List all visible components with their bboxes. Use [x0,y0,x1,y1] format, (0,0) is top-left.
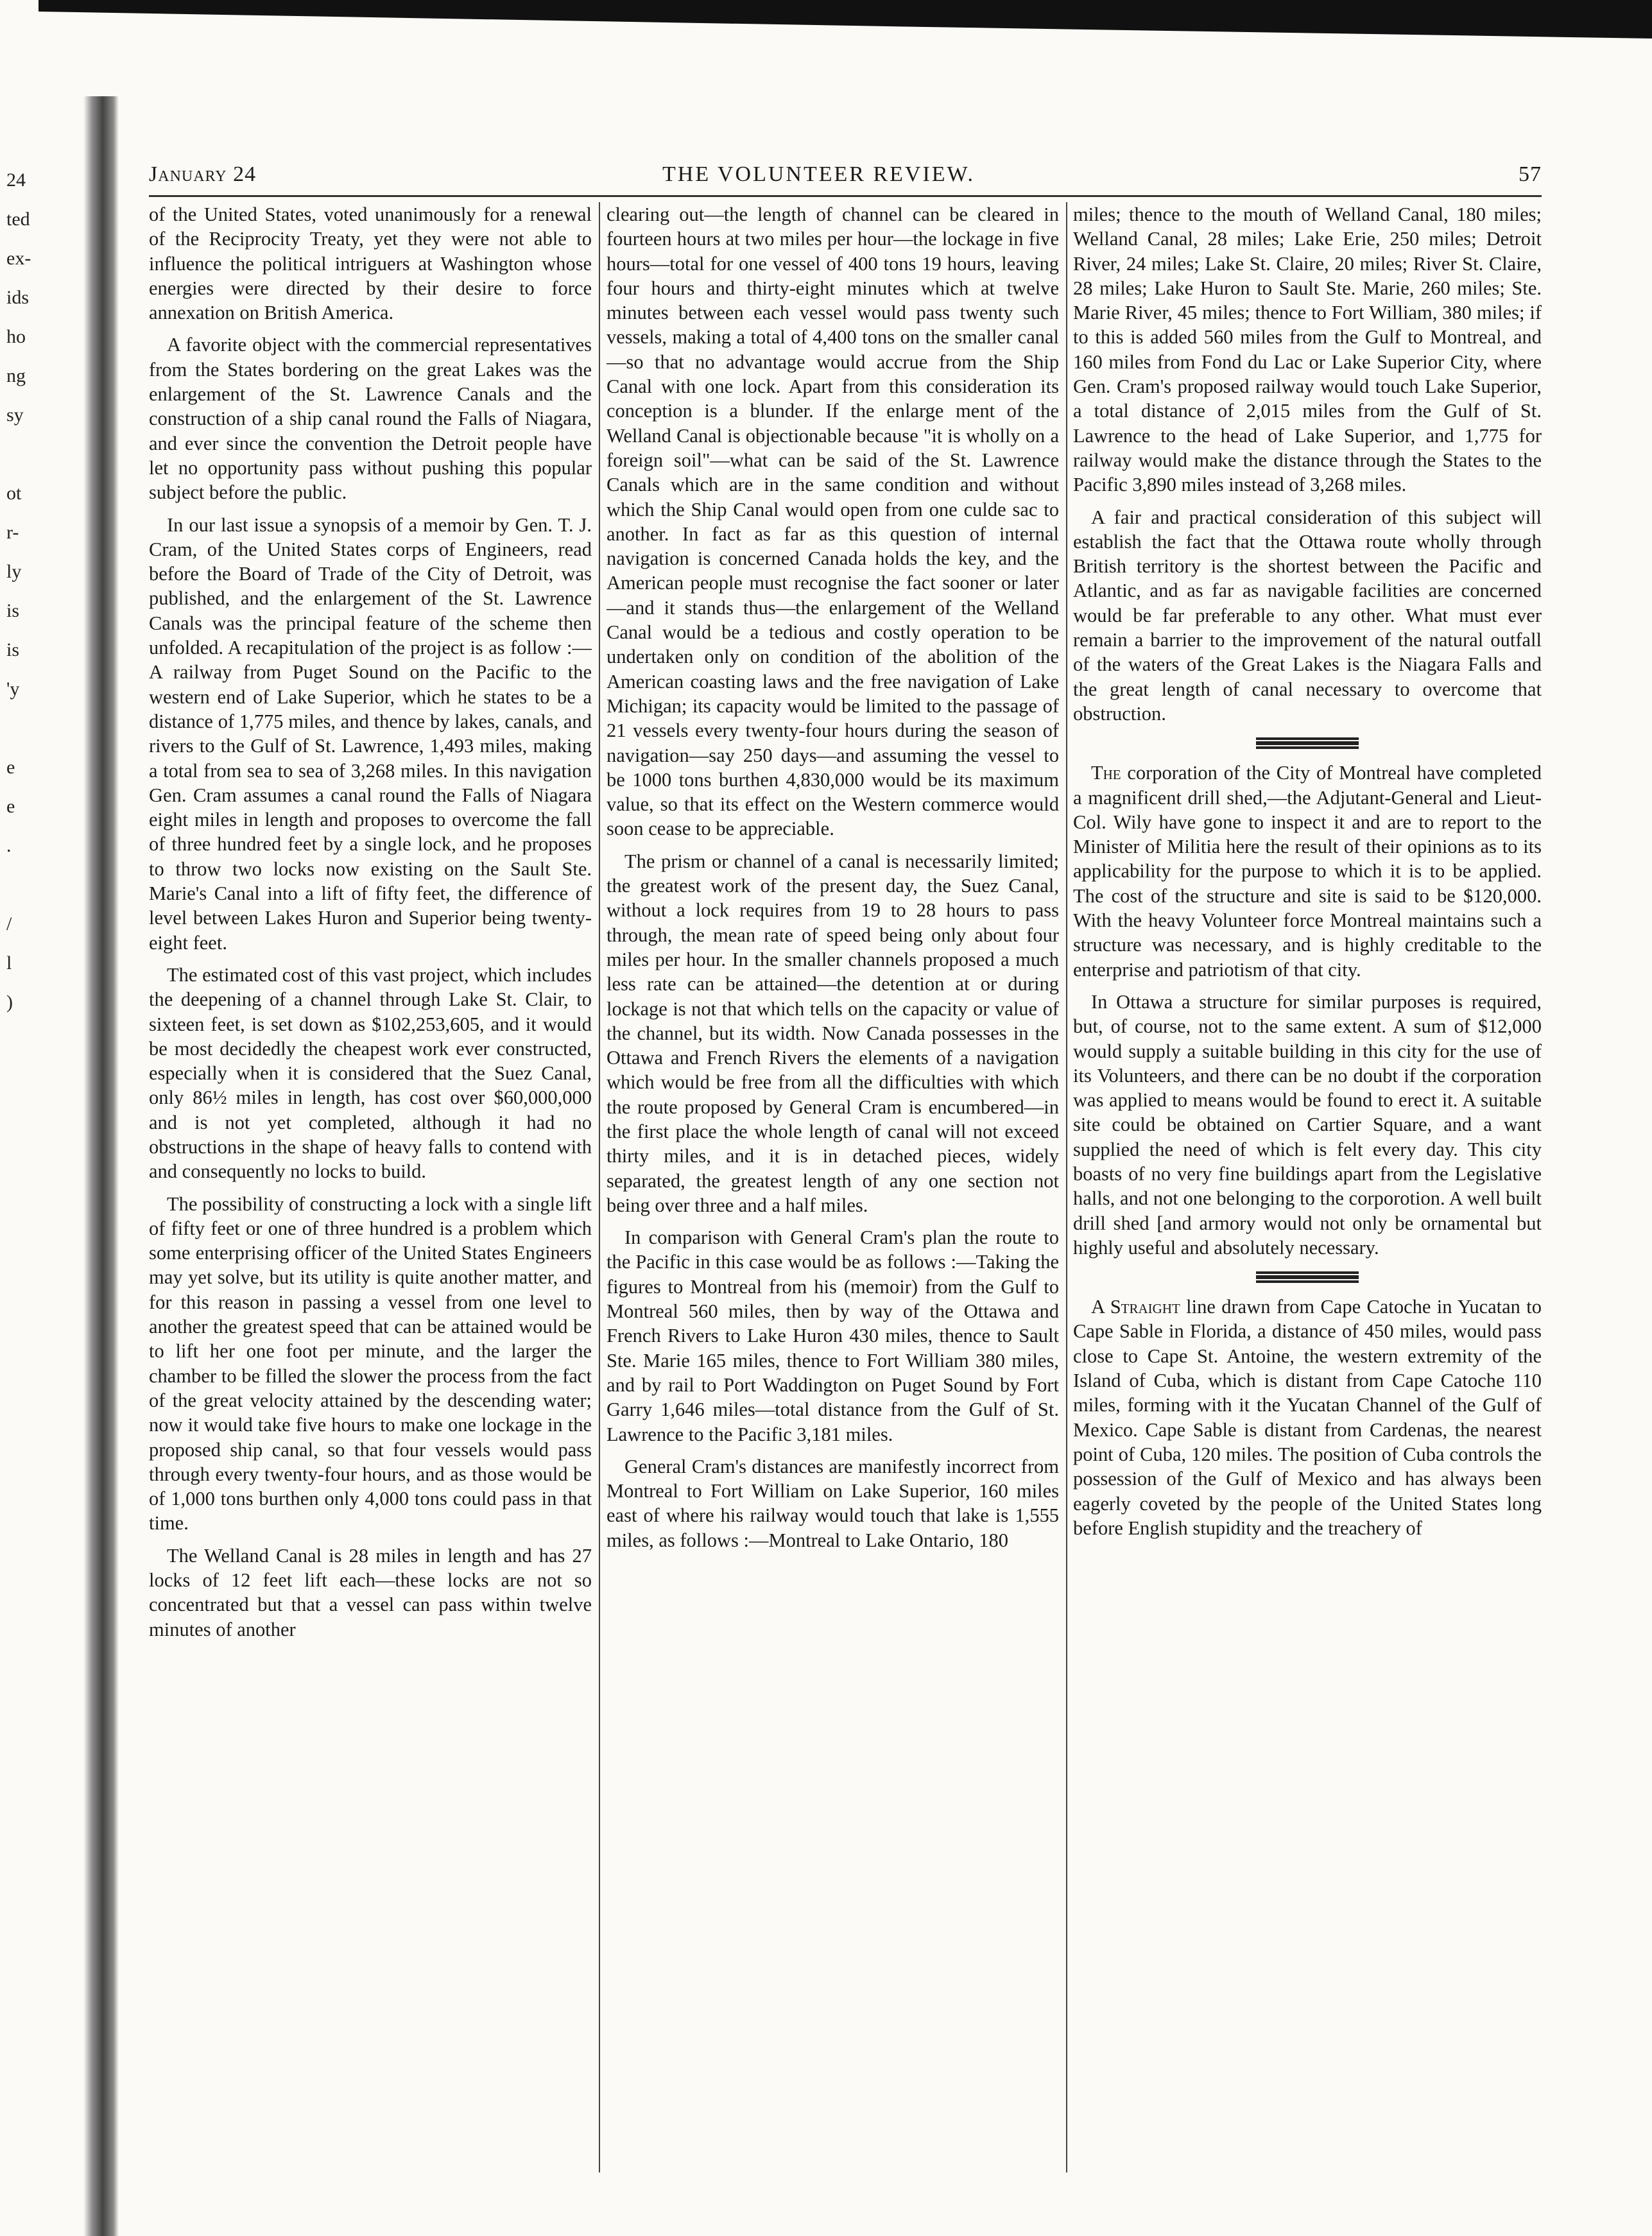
section-separator [1073,1268,1542,1287]
continued-paragraph: of the United States, voted unanimously for a renewal of the Reciprocity Treaty, yet they were not able to influence the political intriguers at Washington whose energies were directed by their desire to force annexation on British America. [149,203,592,324]
margin-fragment [6,709,58,748]
margin-fragment: r- [6,522,19,543]
margin-fragment: e [6,757,15,778]
margin-fragment: ly [6,561,22,582]
margin-fragment [6,434,58,474]
margin-fragment: 'y [6,678,20,700]
article-paragraph [1073,1294,1542,1540]
header-title: THE VOLUNTEER REVIEW. [662,162,976,186]
margin-fragment: l [6,952,12,974]
margin-fragment: . [6,835,12,856]
page-number: 57 [1519,162,1542,186]
margin-fragment: is [6,639,20,660]
binding-gutter [83,96,119,2236]
article-paragraph: In comparison with General Cram's plan the route to the Pacific in this case would be as follows :—Taking the figures to Montreal from his (memoir) from the Gulf to Montreal 560 miles, then by way of the Ottawa and French Rivers to Lake Huron 430 miles, thence to Sault Ste. Marie 165 miles, thence to Fort William 380 miles, and by rail to Port Waddington on Puget Sound by Fort Garry 1,646 miles—total distance from the Gulf of St. Lawrence to the Pacific 3,181 miles. [607,1226,1059,1445]
paragraph-text: line drawn from Cape Catoche in Yucatan to Cape Sable in Florida, a distance of 450 miles, would pass close to Cape St. Antoine, the western extremity of the Island of Cuba, which is distant from Cape Catoche 110 miles, forming with it the Yucatan Channel of the Gulf of Mexico. Cape Sable is distant from Cardenas, the nearest point of Cuba, 120 miles. The position of Cuba controls the possession of the Gulf of Mexico and has always been eagerly coveted by the people of the United States long before English stupidity and the treachery of [1073,1296,1542,1539]
margin-fragment: ids [6,287,30,308]
article-paragraph: The possibility of constructing a lock with a single lift of fifty feet or one of three hundred is a problem which some enterprising officer of the United States Engineers may yet solve, but its utility is quite another matter, and for this reason in passing a vessel from one level to another the greatest speed that can be attained would be to lift her one foot per minute, and the larger the chamber to be filled the slower the process from the fact of the great velocity attained by the descending water; now it would take five hours to make one lockage in the proposed ship canal, so that four vessels would pass through every twenty-four hours, and as those would be of 1,000 tons burthen only 4,000 tons could pass in that time. [149,1192,592,1535]
previous-page-margin-fragments [6,160,58,1022]
header-rule [149,195,1542,197]
margin-fragment: ted [6,209,30,230]
page-top-shadow [39,0,1652,39]
continued-paragraph: miles; thence to the mouth of Welland Canal, 180 miles; Welland Canal, 28 miles; Lake Erie, 250 miles; Detroit River, 24 miles; Lake St. Claire, 20 miles; River St. Claire, 28 miles; Lake Huron to Sault Ste. Marie, 260 miles; Ste. Marie River, 45 miles; thence to Fort William, 380 miles; if to this is added 560 miles from the Gulf to Montreal, and 160 miles from Fond du Lac or Lake Superior City, where Gen. Cram's proposed railway would touch Lake Superior, a total distance of 2,015 miles from the Gulf of St. Lawrence to the head of Lake Superior, and 1,775 for railway would make the distance through the States to the Pacific 3,890 miles instead of 3,268 miles. [1073,203,1542,496]
article-paragraph: General Cram's distances are manifestly incorrect from Montreal to Fort William on Lake Superior, 160 miles east of where his railway would touch that lake is 1,555 miles, as follows :—Montreal to Lake Ontario, 180 [607,1455,1059,1551]
article-paragraph: The Welland Canal is 28 miles in length and has 27 locks of 12 feet lift each—these locks are not so concentrated but that a vessel can pass within twelve minutes of another [149,1544,592,1640]
article-paragraph: In Ottawa a structure for similar purposes is required, but, of course, not to the same extent. A sum of $12,000 would supply a suitable building in this city for the use of its Volunteers, and there can be no doubt if the corporation was applied to means would be found to erect it. A suitable site could be obtained on Cartier Square, and a want supplied the need of which is felt every day. This city boasts of no very fine buildings apart from the Legislative halls, and not one belonging to the corporotion. A well built drill shed [and armory would not only be ornamental but highly useful and absolutely necessary. [1073,990,1542,1259]
article-paragraph: A fair and practical consideration of this subject will establish the fact that the Ottawa route wholly through British territory is the shortest between the Pacific and Atlantic, and as far as navigable facilities are concerned would be far preferable to any other. What must ever remain a barrier to the improvement of the natural outfall of the waters of the Great Lakes is the Niagara Falls and the great length of canal necessary to overcome that obstruction. [1073,506,1542,725]
column-2 [607,202,1059,2185]
section-separator [1073,734,1542,753]
article-paragraph: In our last issue a synopsis of a memoir by Gen. T. J. Cram, of the United States corps of Engineers, read before the Board of Trade of the City of Detroit, was published, and the enlargement of the St. Lawrence Canals was the principal feature of the scheme then unfolded. A recapitulation of the project is as follow :—A railway from Puget Sound on the Pacific to the western end of Lake Superior, which he states to be a distance of 1,775 miles, and thence by lakes, canals, and rivers to the Gulf of St. Lawrence, 1,493 miles, making a total from sea to sea of 3,268 miles. In this navigation Gen. Cram assumes a canal round the Falls of Niagara eight miles in length and proposes to overcome the fall of three hundred feet by a single lock, and he proposes to throw two locks now existing on the Sault Ste. Marie's Canal into a lift of fifty feet, the difference of level between Lakes Huron and Superior being twenty-eight feet. [149,513,592,954]
lead-in-smallcaps: A Straight [1091,1296,1180,1318]
column-3 [1073,202,1542,2185]
margin-fragment: is [6,600,20,621]
margin-fragment: ho [6,326,26,347]
paragraph-text: corporation of the City of Montreal have completed a magnificent drill shed,—the Adjutant-General and Lieut-Col. Wily have gone to inspect it and are to report to the Minister of Militia here the result of their opinions as to its applicability for the purpose to which it is to be applied. The cost of the structure and site is said to be $120,000. With the heavy Volunteer force Montreal maintains such a structure was necessary, and is highly creditable to the enterprise and patriotism of that city. [1073,762,1542,981]
article-paragraph: The prism or channel of a canal is necessarily limited; the greatest work of the present day, the Suez Canal, without a lock requires from 19 to 28 hours to pass through, the mean rate of speed being only about four miles per hour. In the smaller channels proposed a much less rate can be attained—the detention at or during lockage is not that which tells on the capacity or value of the channel, but its width. Now Canada possesses in the Ottawa and French Rivers the elements of a navigation which would be free from all the difficulties with which the route proposed by General Cram is encumbered—in the first place the whole length of canal will not exceed thirty miles, and it is in detached pieces, widely separated, the greatest length of any one section not being over three and a half miles. [607,850,1059,1216]
margin-fragment: ) [6,992,13,1013]
margin-fragment: ng [6,365,26,386]
column-divider-2 [1066,202,1067,2172]
lead-in-smallcaps: The [1091,762,1121,784]
margin-fragment: / [6,913,12,934]
article-paragraph: The estimated cost of this vast project, which includes the deepening of a channel through Lake St. Clair, to sixteen feet, is set down as $102,253,605, and it would be most decidedly the cheapest work ever constructed, especially when it is considered that the Suez Canal, only 86½ miles in length, has cost over $60,000,000 and is not yet completed, although it had no obstructions in the shape of heavy falls to contend with and consequently no locks to build. [149,963,592,1183]
column-divider-1 [599,202,600,2172]
margin-fragment: ot [6,483,22,504]
column-1 [149,202,592,2185]
margin-fragment: 24 [6,169,26,191]
article-paragraph [1073,761,1542,982]
margin-fragment: sy [6,404,24,426]
margin-fragment [6,865,58,904]
continued-paragraph: clearing out—the length of channel can be cleared in fourteen hours at two miles per hour—the lockage in five hours—total for one vessel of 400 tons 19 hours, leaving four hours and thirty-eight minutes which at twelve minutes between each vessel would pass twenty such vessels, making a total of 4,400 tons on the smaller canal—so that no advantage would accrue from the Ship Canal with one lock. Apart from this consideration its conception is a blunder. If the enlarge ment of the Welland Canal is objectionable because "it is wholly on a foreign soil"—what can be said of the St. Lawrence Canals which are in the same condition and without which the Ship Canal would open from one culde sac to another. In fact as far as this question of internal navigation is concerned Canada holds the key, and the American people must recognise the fact sooner or later—and it stands thus—the enlargement of the Welland Canal would be a tedious and costly operation to be undertaken only on condition of the abolition of the American coasting laws and the free navigation of Lake Michigan; its capacity would be limited to the passage of 21 vessels every twenty-four hours during the season of navigation—say 250 days—and assuming the vessel to be 1000 tons burthen 4,830,000 would be its maximum value, so that its effect on the Western commerce would soon cease to be appreciable. [607,203,1059,840]
page-header [149,162,1542,194]
margin-fragment: ex- [6,248,31,269]
header-date: January 24 [149,162,257,186]
article-paragraph: A favorite object with the commercial representatives from the States bordering on the great Lakes was the enlargement of the St. Lawrence Canals and the construction of a ship canal round the Falls of Niagara, and ever since the convention the Detroit people have let no opportunity pass without pushing this popular subject before the public. [149,334,592,504]
margin-fragment: e [6,796,15,817]
